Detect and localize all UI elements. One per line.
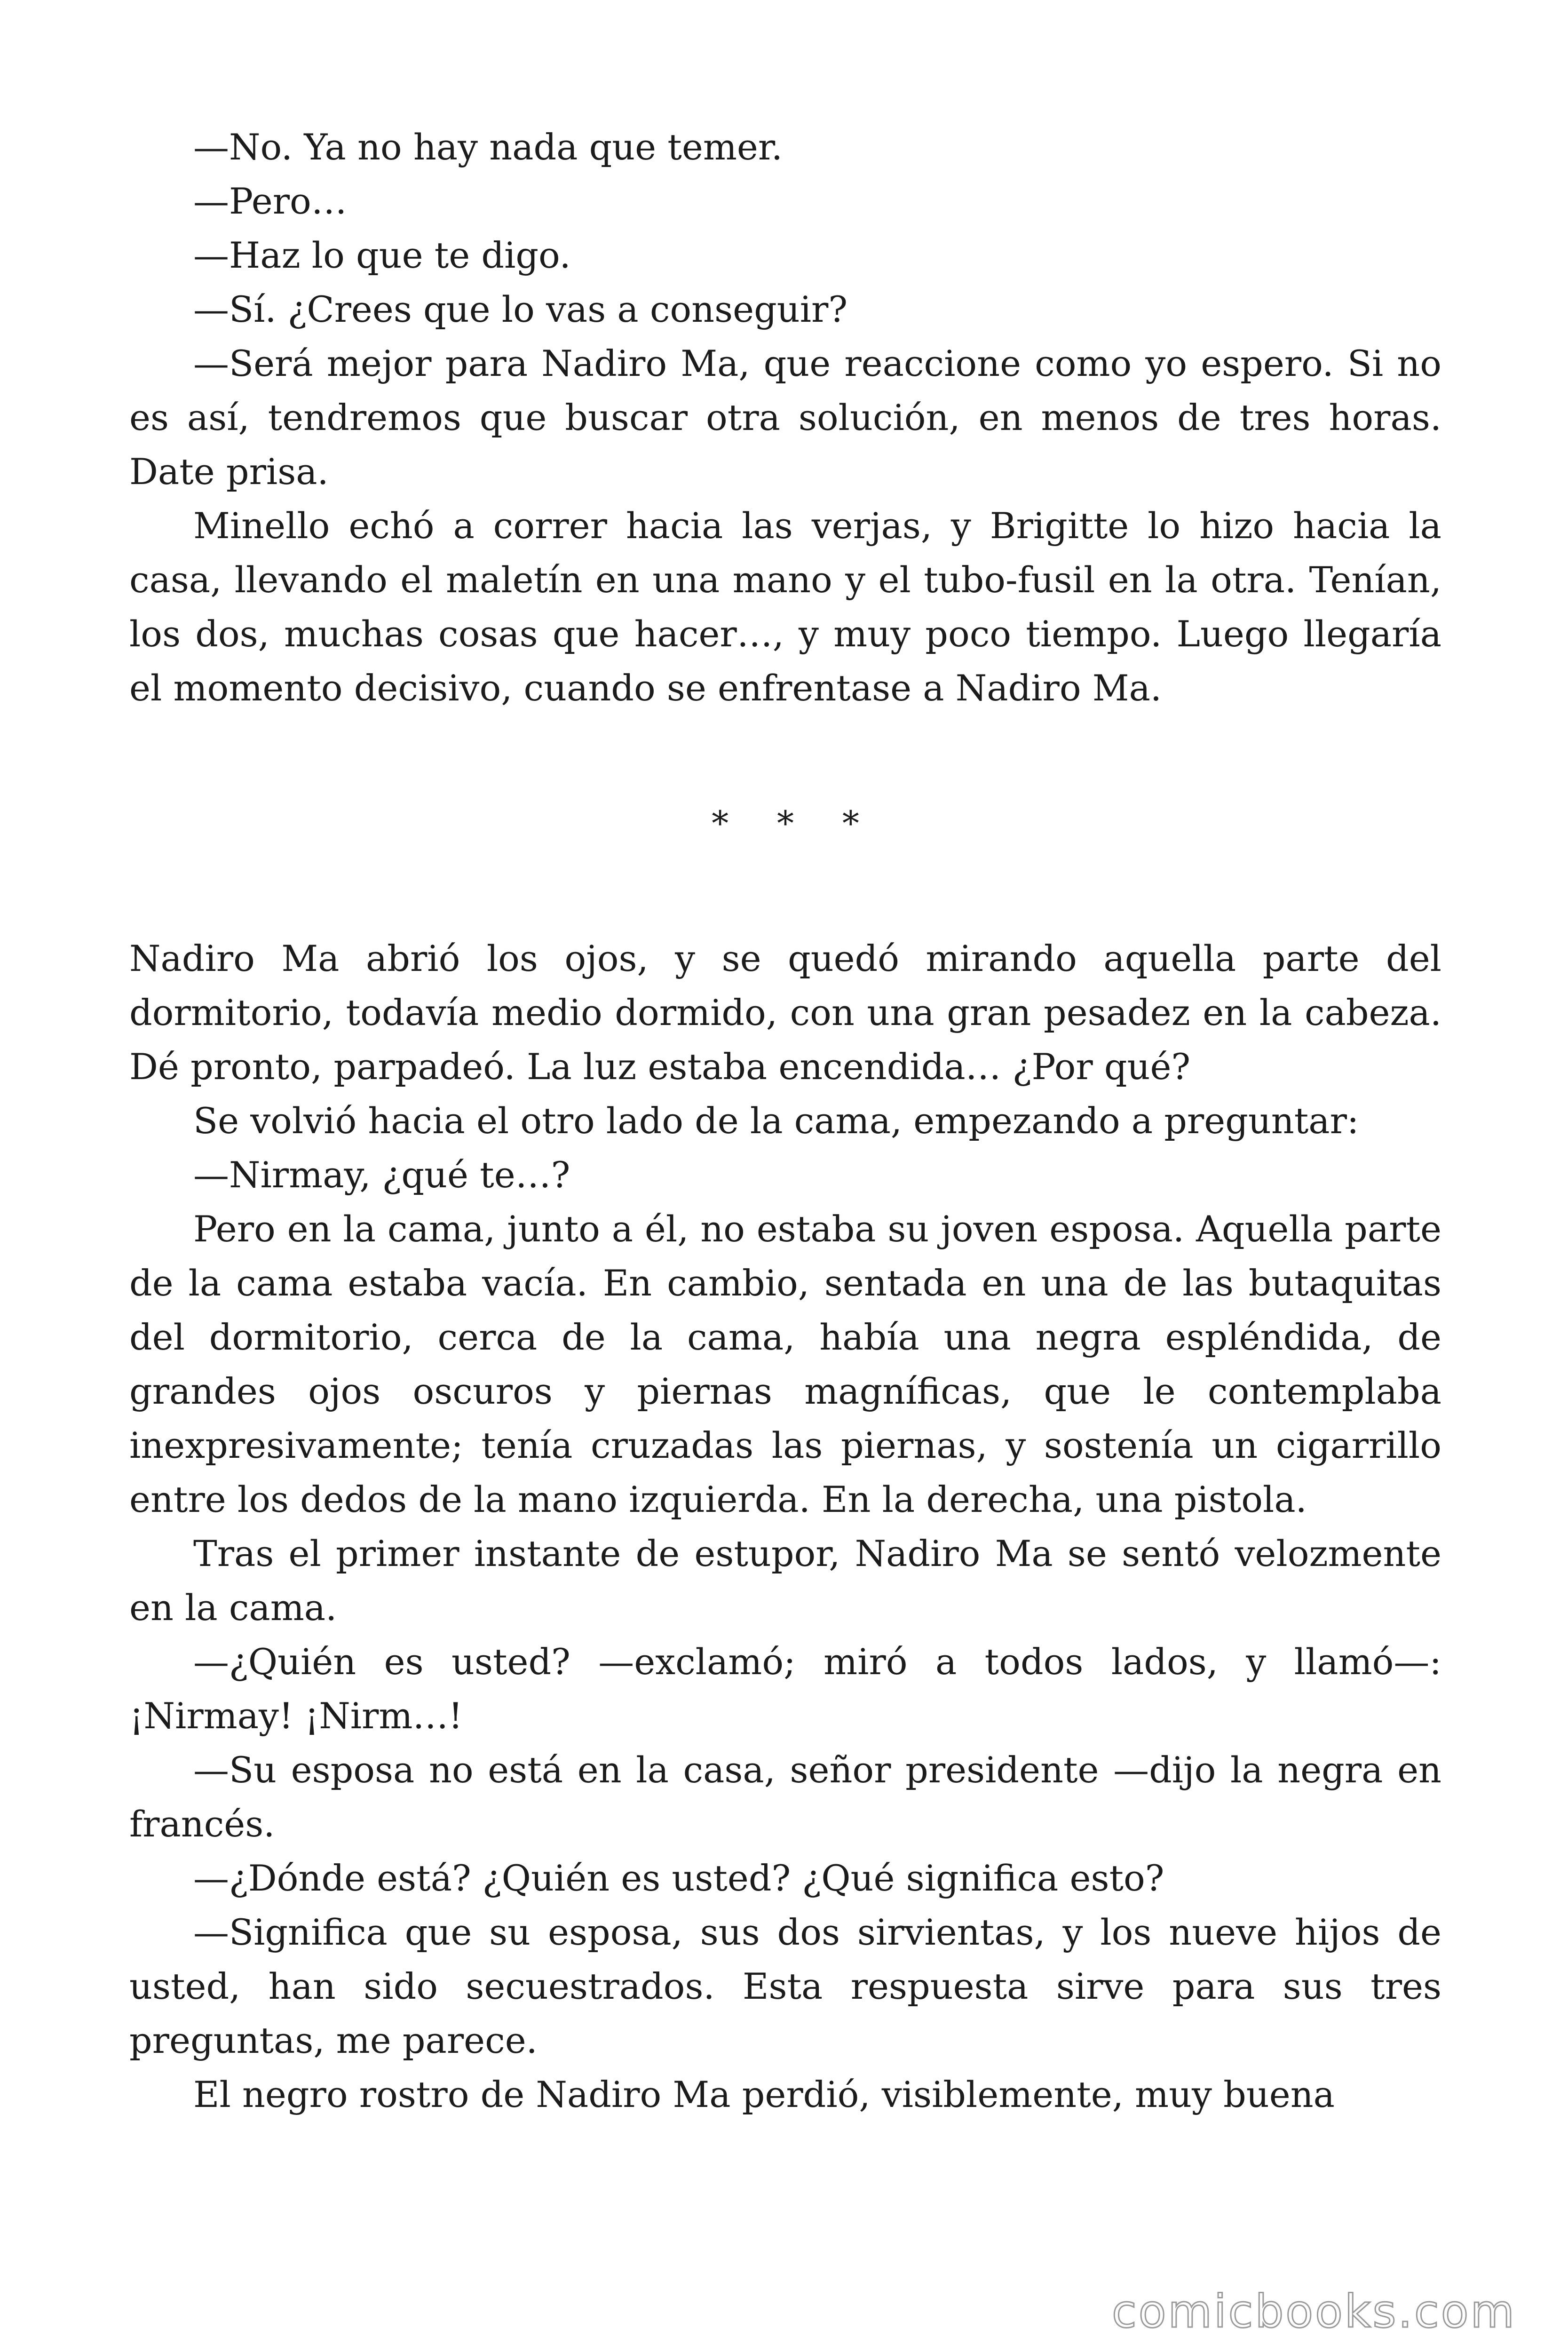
paragraph: El negro rostro de Nadiro Ma perdió, visiblemente, muy buena: [193, 2074, 1335, 2115]
paragraph: —Nirmay, ¿qué te…?: [193, 1154, 570, 1196]
paragraph: Tras el primer instante de estupor, Nadiro Ma se sentó velozmente en la cama.: [129, 1533, 1441, 1629]
paragraph: —Sí. ¿Crees que lo vas a conseguir?: [193, 288, 848, 330]
paragraph: —Su esposa no está en la casa, señor presidente —dijo la negra en francés.: [129, 1749, 1441, 1845]
paragraph: Nadiro Ma abrió los ojos, y se quedó mirando aquella parte del dormitorio, todavía medio dormido, con una gran pesadez en la cabeza. Dé pronto, parpadeó. La luz estaba encendida… ¿Por qué?: [129, 938, 1441, 1088]
paragraph: Pero en la cama, junto a él, no estaba su joven esposa. Aquella parte de la cama estaba vacía. En cambio, sentada en una de las butaquitas del dormitorio, cerca de la cama, había una negra espléndida, de grandes ojos oscuros y piernas magníficas, que le contemplaba inexpresivamente; tenía cruzadas las piernas, y sostenía un cigarrillo entre los dedos de la mano izquierda. En la derecha, una pistola.: [129, 1208, 1441, 1520]
paragraph: Se volvió hacia el otro lado de la cama, empezando a preguntar:: [193, 1100, 1359, 1142]
scene-break: * * *: [712, 803, 878, 843]
paragraph: —¿Quién es usted? —exclamó; miró a todos lados, y llamó—: ¡Nirmay! ¡Nirm…!: [129, 1641, 1441, 1737]
paragraph: —¿Dónde está? ¿Quién es usted? ¿Qué significa esto?: [193, 1857, 1164, 1899]
paragraph: —No. Ya no hay nada que temer.: [193, 126, 783, 168]
paragraph: —Pero…: [193, 180, 347, 222]
paragraph: —Será mejor para Nadiro Ma, que reaccione como yo espero. Si no es así, tendremos que buscar otra solución, en menos de tres horas. Date prisa.: [129, 342, 1441, 493]
page-text: [129, 120, 1441, 2122]
paragraph: —Haz lo que te digo.: [193, 234, 571, 276]
paragraph: —Significa que su esposa, sus dos sirvientas, y los nueve hijos de usted, han sido secuestrados. Esta respuesta sirve para sus tres preguntas, me parece.: [129, 1911, 1441, 2061]
watermark: comicbooks.com: [1111, 2285, 1516, 2338]
paragraph: Minello echó a correr hacia las verjas, y Brigitte lo hizo hacia la casa, llevando el maletín en una mano y el tubo-fusil en la otra. Tenían, los dos, muchas cosas que hacer…, y muy poco tiempo. Luego llegaría el momento decisivo, cuando se enfrentase a Nadiro Ma.: [129, 505, 1441, 709]
